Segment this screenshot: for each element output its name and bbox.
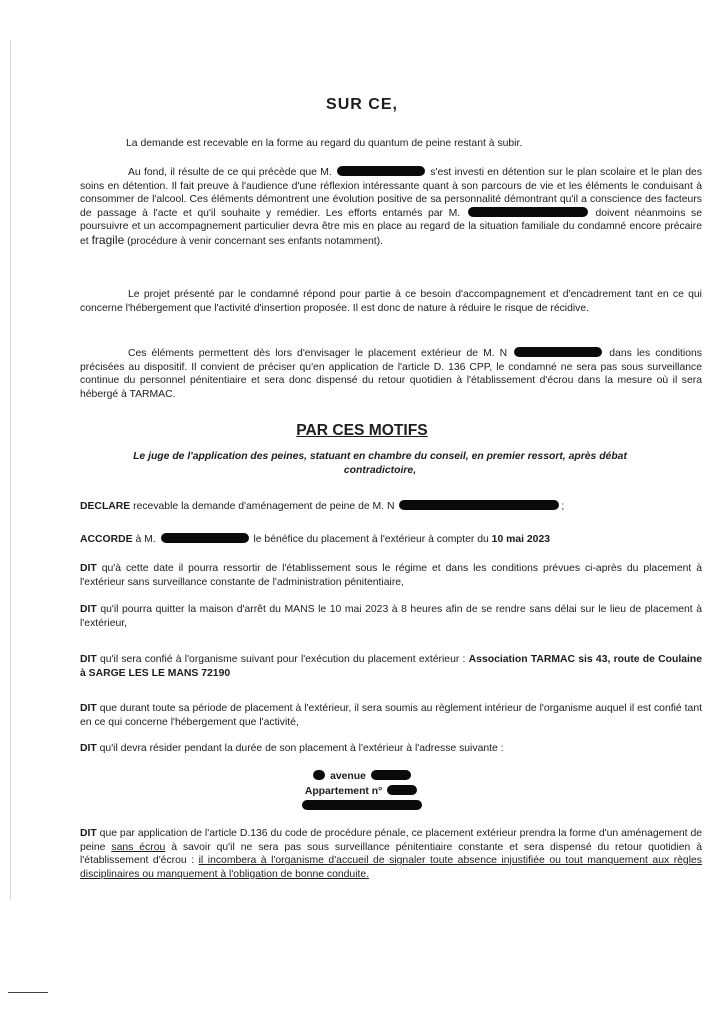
address-text: avenue [330, 771, 366, 782]
paragraph-text: Au fond, il résulte de ce qui précède que M. [128, 167, 332, 178]
paragraph-text: (procédure à venir concernant ses enfants notamment). [127, 235, 383, 247]
dispositif-text: qu'à cette date il pourra ressortir de l'établissement sous le régime et dans les conditions prévues ci-après du placement à l'extérieur sans surveillance constante de l'administration pénitentiaire, [80, 563, 703, 588]
dispositif-text: recevable la demande d'aménagement de peine de M. N [133, 501, 395, 512]
paragraph-projet [80, 288, 702, 315]
dispositif-keyword: ACCORDE [80, 534, 133, 545]
dispositif-text: que par application de l'article D.136 du code de procédure pénale, ce placement extérieur prendra la forme d'un aménagement de peine [80, 828, 703, 853]
dispositif-dit-sans-ecrou [80, 827, 702, 881]
paragraph-placement [80, 347, 702, 401]
address-line-1 [0, 770, 724, 784]
paragraph-text: Le projet présenté par le condamné répond pour partie à ce besoin d'accompagnement et d'encadrement tant en ce qui concerne l'hébergement que l'activité d'insertion proposée. Il est donc de nature à réduire le risque de récidive. [80, 289, 702, 314]
dispositif-text: qu'il pourra quitter la maison d'arrêt du MANS le 10 mai 2023 à 8 heures afin de se rendre sans délai sur le lieu de placement à l'extérieur, [80, 604, 702, 629]
dispositif-text: à M. [135, 534, 156, 545]
dispositif-text: qu'il sera confié à l'organisme suivant pour l'exécution du placement extérieur : [99, 654, 466, 665]
dispositif-keyword: DIT [80, 563, 97, 574]
dispositif-text: qu'il devra résider pendant la durée de son placement à l'extérieur à l'adresse suivante : [99, 743, 504, 754]
dispositif-text: à savoir qu'il ne sera pas sous surveillance pénitentiaire constante et sera dispensé du retour quotidien à l'établissement d'écrou : [80, 841, 703, 867]
address-line-2 [0, 785, 724, 799]
redaction-bar [371, 770, 411, 780]
address-text: Appartement n° [304, 786, 383, 797]
address-line-3 [0, 800, 724, 814]
redaction-bar [161, 533, 249, 543]
organisme-name: Association TARMAC sis 43, route de Coulaine à SARGE LES LE MANS 72190 [80, 654, 703, 679]
redaction-bar [468, 207, 588, 217]
paragraph-text: La demande est recevable en la forme au regard du quantum de peine restant à subir. [126, 138, 523, 149]
redaction-bar [337, 166, 425, 176]
redaction-bar [313, 770, 325, 780]
paragraph-au-fond [80, 166, 702, 249]
redaction-bar [302, 800, 422, 810]
dispositif-text: le bénéfice du placement à l'extérieur à compter du [253, 534, 489, 545]
underlined-text: sans écrou [111, 841, 166, 853]
dispositif-dit-quitter [80, 603, 702, 630]
dispositif-accorde [80, 533, 702, 547]
redaction-bar [399, 500, 559, 510]
paragraph-text: s'est investi en détention sur le plan scolaire et le plan des soins en détention. Il fait preuve à l'audience d'une réflexion intéressante quant à son parcours de vie et les éléments le conduisant à consommer de l'alcool. Ces éléments démontrent une évolution positive de sa personnalité démontrant qu'il a conscience des facteurs de passage à l'acte et qu'il souhaite y remédier. Les efforts entamés par M. [80, 167, 703, 219]
section-heading: PAR CES MOTIFS [296, 422, 428, 439]
dispositif-dit-organisme [80, 653, 702, 680]
dispositif-dit-reglement [80, 702, 702, 729]
underlined-text: il incombera à l'organisme d'accueil de signaler toute absence injustifiée ou tout manquement aux règles disciplinaires ou manquement à l'obligation de bonne conduite. [80, 855, 702, 880]
handwritten-word: fragile [91, 232, 125, 247]
dispositif-dit-regime [80, 562, 702, 589]
page-title: SUR CE, [326, 96, 398, 113]
preamble: Le juge de l'application des peines, statuant en chambre du conseil, en premier ressort, après débat contradictoire, [133, 451, 627, 476]
paragraph-text: doivent néanmoins se poursuivre et un accompagnement particulier devra être mis en place au regard de la situation familiale du condamné encore précaire et [80, 207, 703, 247]
dispositif-text: que durant toute sa période de placement à l'extérieur, il sera soumis au règlement intérieur de l'organisme auquel il est confié tant en ce qui concerne l'hébergement que l'activité, [80, 703, 702, 728]
dispositif-keyword: DIT [80, 604, 97, 615]
dispositif-keyword: DECLARE [80, 501, 131, 512]
dispositif-text: ; [561, 501, 565, 512]
redaction-bar [387, 785, 417, 795]
dispositif-keyword: DIT [80, 654, 97, 665]
dispositif-declare [80, 500, 702, 514]
dispositif-keyword: DIT [80, 703, 97, 714]
paragraph-text: Ces éléments permettent dès lors d'envisager le placement extérieur de M. N [128, 348, 508, 359]
dispositif-keyword: DIT [80, 743, 97, 754]
dispositif-keyword: DIT [80, 828, 97, 839]
dispositif-date: 10 mai 2023 [491, 534, 551, 545]
redaction-bar [514, 347, 602, 357]
paragraph-recevabilite [126, 137, 696, 151]
dispositif-dit-residence [80, 742, 702, 756]
paragraph-text: dans les conditions précisées au dispositif. Il convient de préciser qu'en application de l'article D. 136 CPP, le condamné ne sera pas sous surveillance continue du personnel pénitentiaire et sera donc dispensé du retour quotidien à l'établissement d'écrou dans la mesure où il sera hébergé à TARMAC. [80, 348, 702, 400]
scan-mark [8, 992, 48, 993]
